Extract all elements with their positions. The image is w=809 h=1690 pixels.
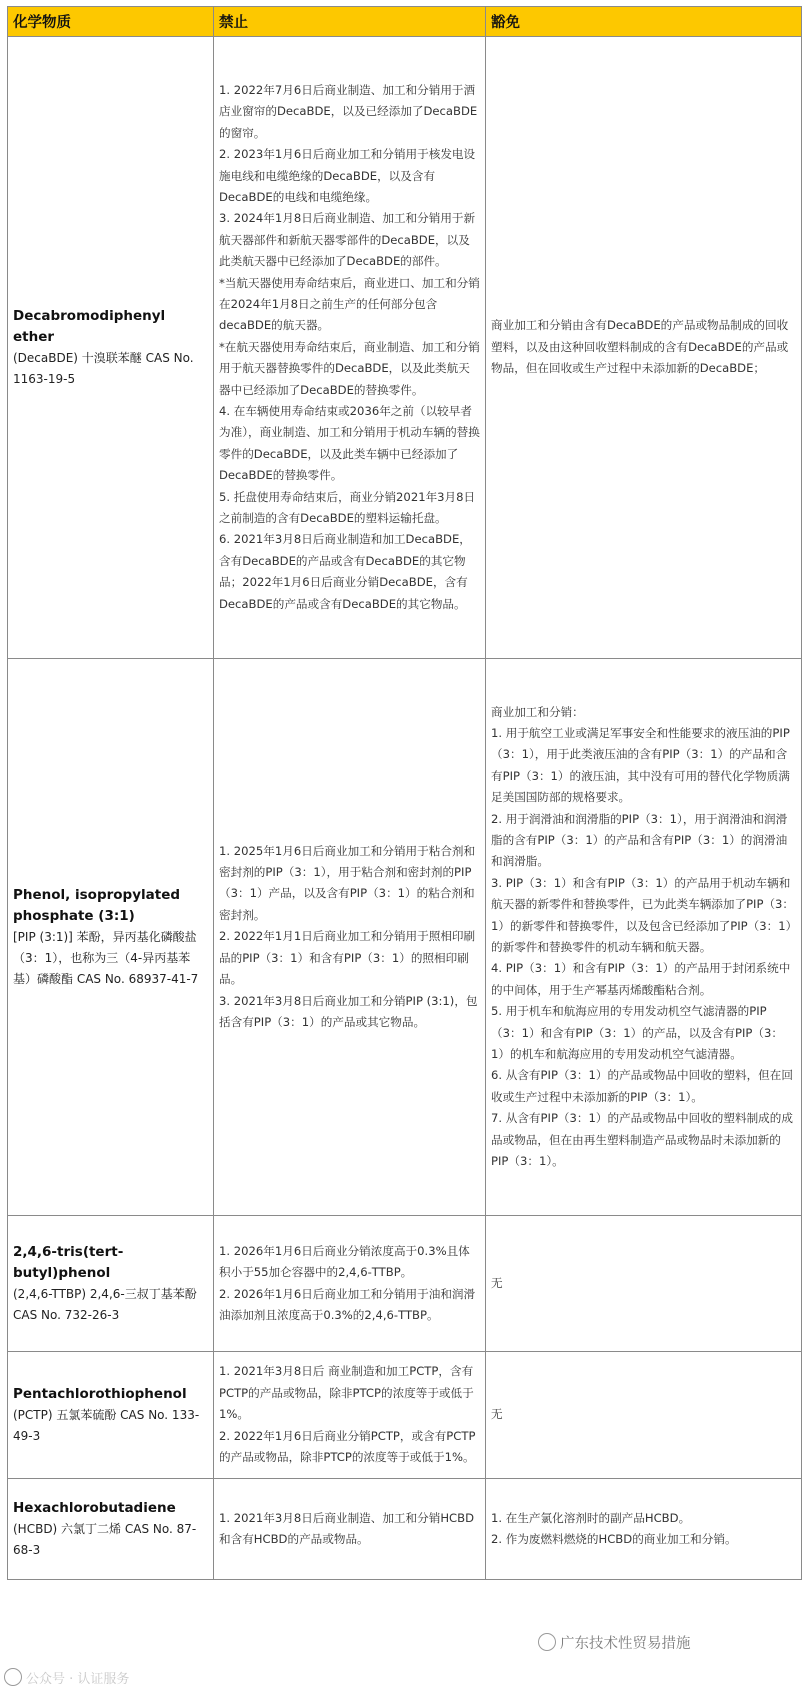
exemption-cell	[486, 1479, 802, 1580]
ban-note: *当航天器使用寿命结束后，商业进口、加工和分销在2024年1月8日之前生产的任何部分包含decaBDE的航天器。	[219, 275, 480, 333]
wechat-icon	[538, 1633, 556, 1651]
ban-item: 3. 2024年1月8日后商业制造、加工和分销用于新航天器部件和新航天器零部件的DecaBDE，以及此类航天器中已经添加了DecaBDE的部件。	[219, 211, 476, 269]
ban-item: 1. 2022年7月6日后商业制造、加工和分销用于酒店业窗帘的DecaBDE，以及已经添加了DecaBDE的窗帘。	[219, 82, 478, 140]
ban-item: 2. 2026年1月6日后商业加工和分销用于油和润滑油添加剂且浓度高于0.3%的2,4,6-TTBP。	[219, 1286, 476, 1322]
ban-item: 6. 2021年3月8日后商业制造和加工DecaBDE，含有DecaBDE的产品或含有DecaBDE的其它物品；2022年1月6日后商业分销DecaBDE，含有DecaBDE的产品或含有DecaBDE的其它物品。	[219, 532, 471, 611]
exemption-intro: 商业加工和分销：	[491, 704, 584, 719]
ban-item: 1. 2021年3月8日后商业制造、加工和分销HCBD和含有HCBD的产品或物品。	[219, 1510, 475, 1546]
substance-details: (2,4,6-TTBP) 2,4,6-三叔丁基苯酚 CAS No. 732-26-3	[13, 1286, 197, 1322]
ban-item: 2. 2023年1月6日后商业加工和分销用于核发电设施电线和电缆绝缘的DecaBDE，以及含有DecaBDE的电线和电缆绝缘。	[219, 147, 476, 204]
substance-name-en: Hexachlorobutadiene	[13, 1499, 176, 1516]
exemption-item: 4. PIP（3：1）和含有PIP（3：1）的产品用于封闭系统中的中间体，用于生产幂基丙烯酸酯粘合剂。	[491, 961, 791, 997]
watermark-left	[4, 1668, 129, 1687]
exemption-cell	[486, 37, 802, 659]
substance-cell	[8, 659, 214, 1216]
ban-item: 2. 2022年1月1日后商业加工和分销用于照相印刷品的PIP（3：1）和含有PIP（3：1）的照相印刷品。	[219, 929, 476, 987]
ban-item: 5. 托盘使用寿命结束后，商业分销2021年3月8日之前制造的含有DecaBDE的塑料运输托盘。	[219, 489, 476, 526]
table-header-row	[8, 7, 802, 37]
substance-name-en: 2,4,6-tris(tert-butyl)phenol	[13, 1243, 124, 1281]
ban-item: 4. 在车辆使用寿命结束或2036年之前（以较早者为准），商业制造、加工和分销用于机动车辆的替换零件的DecaBDE，以及此类车辆中已经添加了DecaBDE的替换零件。	[219, 404, 480, 483]
substance-name-en: Pentachlorothiophenol	[13, 1385, 187, 1402]
header-exemption: 豁免	[486, 7, 802, 37]
header-substance: 化学物质	[8, 7, 214, 37]
table-row	[8, 37, 802, 659]
watermark-right	[538, 1632, 691, 1653]
substance-cell	[8, 1352, 214, 1479]
wechat-icon	[4, 1668, 22, 1686]
exemption-item: 无	[491, 1407, 503, 1422]
regulation-table	[7, 6, 802, 1580]
exemption-item: 1. 用于航空工业或满足军事安全和性能要求的液压油的PIP（3：1），用于此类液压油的含有PIP（3：1）的产品和含有PIP（3：1）的液压油，其中没有可用的替代化学物质满足美国国防部的规格要求。	[491, 725, 790, 805]
ban-item: 2. 2022年1月6日后商业分销PCTP，或含有PCTP的产品或物品，除非PTCP的浓度等于或低于1%。	[219, 1428, 476, 1465]
substance-name-en: Decabromodiphenyl ether	[13, 307, 166, 345]
substance-details: [PIP (3:1)] 苯酚，异丙基化磷酸盐（3：1），也称为三（4-异丙基苯基）磷酸酯 CAS No. 68937-41-7	[13, 929, 199, 986]
ban-item: 1. 2025年1月6日后商业加工和分销用于粘合剂和密封剂的PIP（3：1），用于粘合剂和密封剂的PIP（3：1）产品，以及含有PIP（3：1）的粘合剂和密封剂。	[219, 843, 476, 922]
ban-item: 3. 2021年3月8日后商业加工和分销PIP (3:1)，包括含有PIP（3：1）的产品或其它物品。	[219, 993, 478, 1029]
exemption-cell	[486, 1216, 802, 1352]
ban-note: *在航天器使用寿命结束后，商业制造、加工和分销用于航天器替换零件的DecaBDE，以及此类航天器中已经添加了DecaBDE的替换零件。	[219, 339, 480, 397]
exemption-item: 2. 作为废燃料燃烧的HCBD的商业加工和分销。	[491, 1532, 737, 1546]
watermark-left-text: 公众号 · 认证服务	[26, 1672, 130, 1687]
ban-cell	[214, 659, 486, 1216]
substance-name-en: Phenol, isopropylated phosphate (3:1)	[13, 886, 181, 924]
substance-details: (PCTP) 五氯苯硫酚 CAS No. 133-49-3	[13, 1407, 200, 1443]
substance-details: (DecaBDE) 十溴联苯醚 CAS No. 1163-19-5	[13, 350, 194, 386]
exemption-cell	[486, 659, 802, 1216]
exemption-cell	[486, 1352, 802, 1479]
exemption-item: 3. PIP（3：1）和含有PIP（3：1）的产品用于机动车辆和航天器的新零件和替换零件，已为此类车辆添加了PIP（3：1）的新零件和替换零件，以及包含已经添加了PIP（3：1）的新零件和替换零件的机动车辆和航天器。	[491, 875, 795, 954]
ban-cell	[214, 1479, 486, 1580]
substance-details: (HCBD) 六氯丁二烯 CAS No. 87-68-3	[13, 1521, 197, 1557]
exemption-item: 无	[491, 1275, 503, 1290]
ban-cell	[214, 37, 486, 659]
exemption-item: 7. 从含有PIP（3：1）的产品或物品中回收的塑料制成的成品或物品，但在由再生塑料制造产品或物品时未添加新的PIP（3：1）。	[491, 1111, 793, 1169]
ban-cell	[214, 1352, 486, 1479]
substance-cell	[8, 1479, 214, 1580]
ban-item: 1. 2021年3月8日后 商业制造和加工PCTP，含有PCTP的产品或物品，除非PTCP的浓度等于或低于1%。	[219, 1364, 474, 1422]
ban-item: 1. 2026年1月6日后商业分销浓度高于0.3%且体积小于55加仑容器中的2,4,6-TTBP。	[219, 1243, 470, 1280]
exemption-item: 6. 从含有PIP（3：1）的产品或物品中回收的塑料，但在回收或生产过程中未添加新的PIP（3：1）。	[491, 1068, 793, 1104]
table-row	[8, 1216, 802, 1352]
header-ban: 禁止	[214, 7, 486, 37]
table-row	[8, 1352, 802, 1479]
substance-cell	[8, 37, 214, 659]
exemption-item: 商业加工和分销由含有DecaBDE的产品或物品制成的回收塑料，以及由这种回收塑料制成的含有DecaBDE的产品或物品，但在回收或生产过程中未添加新的DecaBDE；	[491, 318, 789, 376]
table-row	[8, 659, 802, 1216]
exemption-item: 1. 在生产氯化溶剂时的副产品HCBD。	[491, 1510, 691, 1525]
exemption-item: 5. 用于机车和航海应用的专用发动机空气滤清器的PIP（3：1）和含有PIP（3：1）的产品，以及含有PIP（3：1）的机车和航海应用的专用发动机空气滤清器。	[491, 1004, 783, 1062]
exemption-item: 2. 用于润滑油和润滑脂的PIP（3：1），用于润滑油和润滑脂的含有PIP（3：1）的产品和含有PIP（3：1）的润滑油和润滑脂。	[491, 811, 788, 869]
substance-cell	[8, 1216, 214, 1352]
watermark-right-text: 广东技术性贸易措施	[560, 1636, 691, 1652]
ban-cell	[214, 1216, 486, 1352]
table-row	[8, 1479, 802, 1580]
